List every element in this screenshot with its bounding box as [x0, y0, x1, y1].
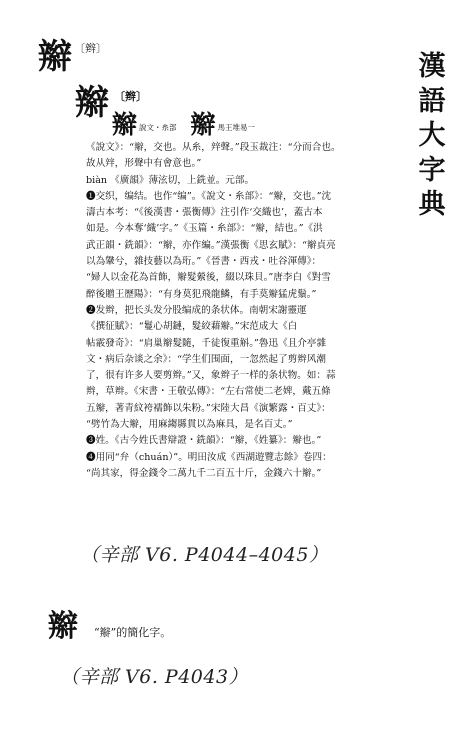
secondary-definition: “辮”的簡化字。	[94, 626, 172, 639]
title-char: 大	[418, 120, 446, 152]
entry-line: 醉後贈王歷陽》：“有身莫犯飛龍鱗，有手莫辮猛虎鬚。”	[86, 288, 317, 300]
dictionary-title	[414, 50, 450, 223]
handwritten-reference-1: （辛部 V6. P4044–4045）	[80, 544, 329, 566]
entry-line: 如是。今本奪‘織’字。”《玉篇・糸部》：“辮，結也。”《洪	[86, 223, 323, 235]
entry-line: 故从辡，形聲中有會意也。”	[86, 158, 202, 170]
entry-line: 以為鞶兮，雜技藝以為珩。”《晉書・西戎・吐谷渾傳》：	[86, 256, 322, 268]
entry-line: biàn 《廣韻》薄泫切，上銑並。元部。	[86, 174, 255, 186]
seal-caption: 馬王堆易一	[217, 123, 256, 132]
entry-line: 武正韻・銑韻》：“辮，亦作編。”漢張衡《思玄賦》：“辮貞亮	[86, 239, 336, 251]
entry-line: 《撰征賦》：“鬘心胡鏈，髮絞藉辮。”宋范成大《白	[86, 321, 298, 333]
entry-line: “婦人以金花為首飾，辮髮縈後，綴以珠貝。”唐李白《對雪	[86, 272, 331, 284]
entry-line: ❷发辫，把长头发分股编成的条状体。南朝宋謝靈運	[86, 304, 307, 316]
main-headword-variant: 〔辫〕	[114, 90, 147, 103]
title-char: 語	[418, 85, 446, 117]
secondary-headword: 辮	[48, 609, 78, 644]
entry-line: “劈竹為大辮，用麻縐縣貫以為麻具，是名百丈。”	[86, 419, 293, 431]
entry-line: 辫，草辫。《宋書・王敬弘傳》：“左右常使二老婢，戴五條	[86, 386, 331, 398]
entry-line: 五辮，著青紋袴襦飾以朱粉。”宋陸大昌《演繁露・百丈》：	[86, 402, 331, 414]
headword-top-note: 〔辫〕	[74, 42, 107, 55]
seal-glyph: 辮	[112, 110, 137, 139]
main-headword: 辮	[75, 83, 109, 123]
entry-line: ❸姓。《古今姓氏書辯證・銑韻》：“辮，《姓纂》：辮也。”	[86, 435, 322, 447]
entry-line: ❶交织，编结。也作“编”。《說文・糸部》：“辮，交也。”沈	[86, 190, 332, 202]
handwritten-reference-2: （辛部 V6. P4043）	[60, 666, 249, 688]
entry-body	[86, 140, 398, 482]
entry-line: 《說文》：“辮，交也。从糸，辡聲。”段玉裁注：“分而合也。	[86, 142, 341, 153]
seal-script-forms	[112, 112, 269, 137]
entry-line: 了，很有许多人要剪辫。”又，象辫子一样的条状物。如：蒜	[86, 370, 336, 382]
title-char: 字	[418, 154, 446, 186]
entry-line: 濤古本考：“《後漢書・張衡傳》注引作‘交織也’，蓋古本	[86, 207, 323, 219]
title-char: 漢	[418, 51, 446, 82]
entry-line: ❹用同“弁（chuán）”。明田汝成《西湖遊覽志餘》卷四：	[86, 451, 332, 463]
entry-line: 帖霰發奇》：“肩巢辮髮隨，千徒復重斛。”魯迅《且介亭雜	[86, 337, 327, 349]
entry-line: 文・病后杂谈之余》：“学生们围面，一忽然起了剪辫风潮	[86, 353, 326, 365]
entry-line: “尚其家，得金錢令二萬九千二百五十斤，金錢六十辮。”	[86, 467, 322, 479]
title-char: 典	[418, 189, 446, 221]
seal-caption: 說文・糸部	[139, 123, 177, 132]
headword-top: 辮	[38, 37, 72, 77]
seal-glyph: 辮	[190, 110, 215, 139]
